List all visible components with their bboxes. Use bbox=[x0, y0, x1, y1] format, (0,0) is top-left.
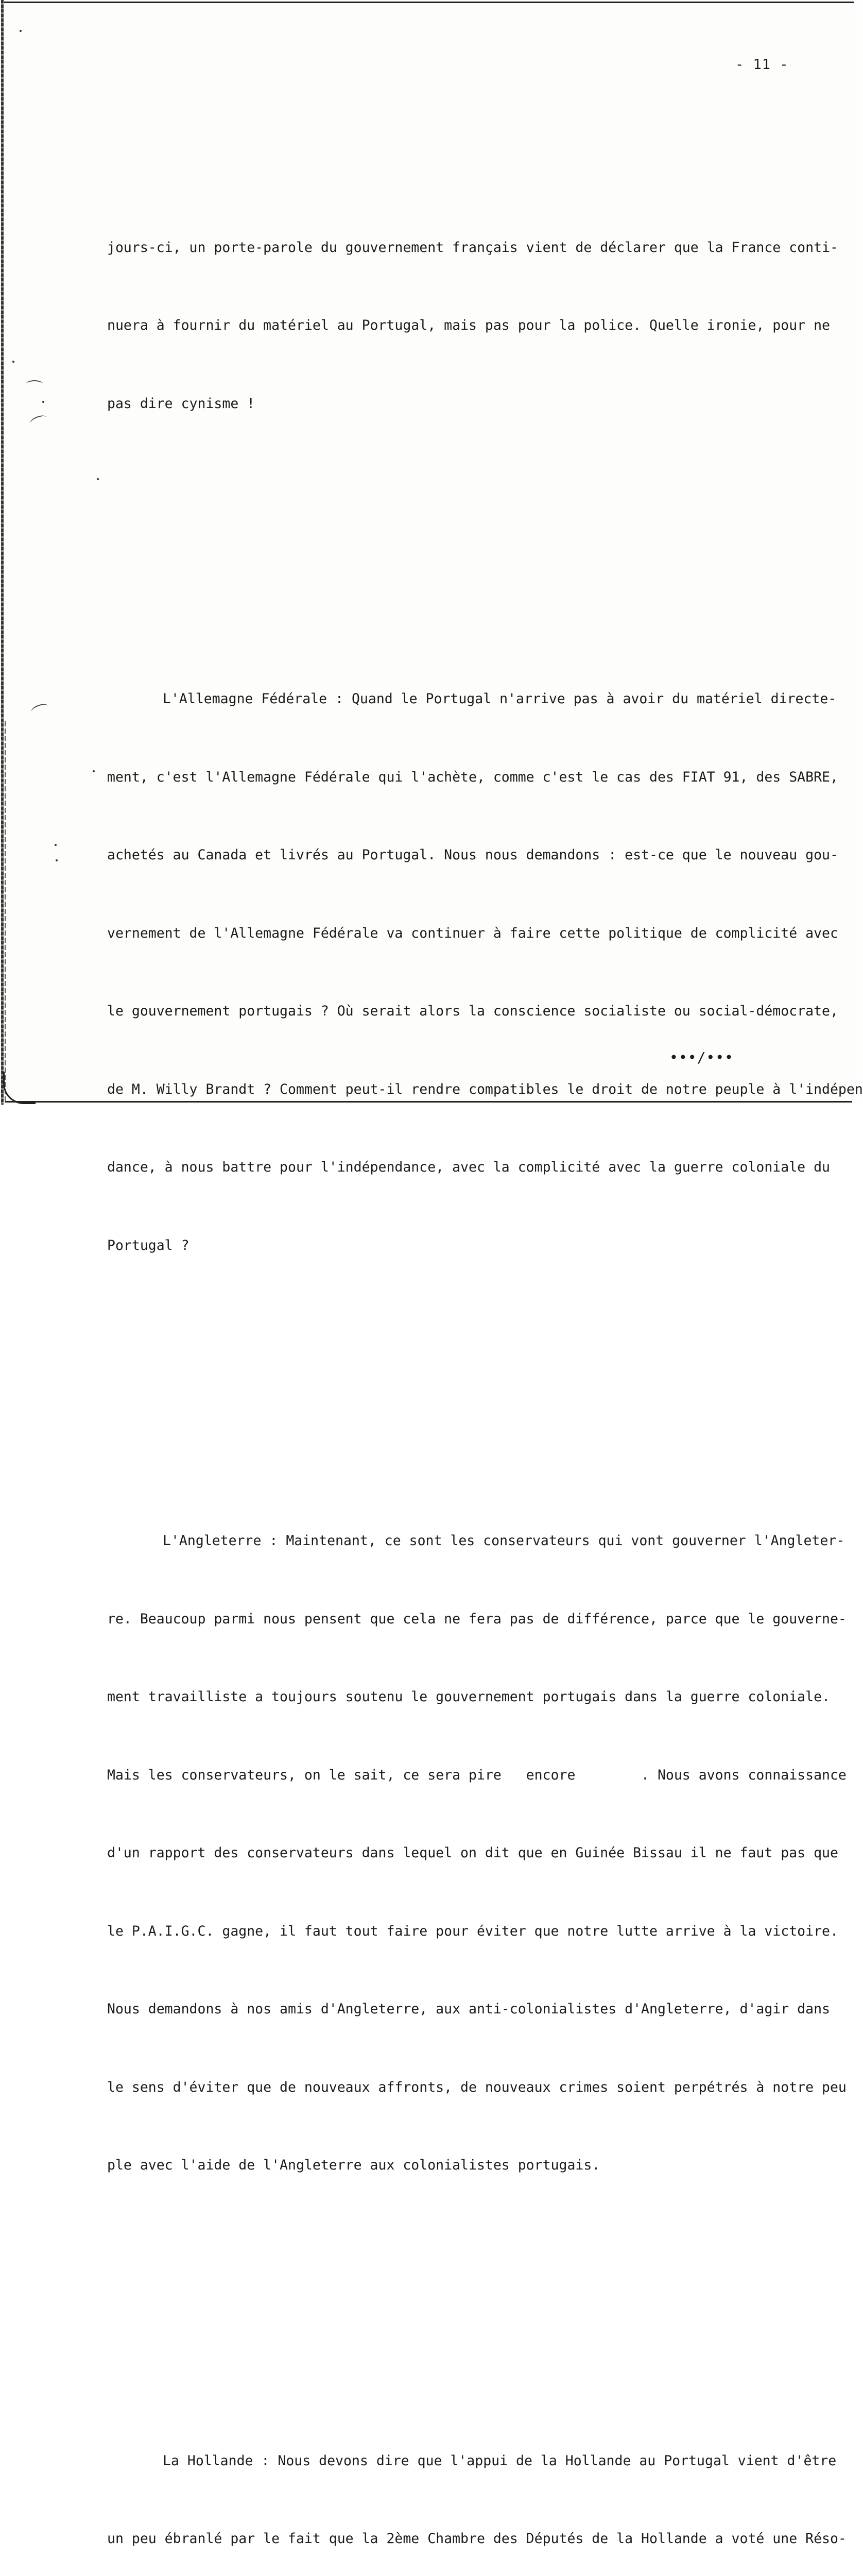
text-line: nuera à fournir du matériel au Portugal, mais pas pour la police. Quelle ironie, pour ne bbox=[107, 313, 843, 339]
text-line: de M. Willy Brandt ? Comment peut-il rendre compatibles le droit de notre peuple à l'indépen bbox=[107, 1077, 843, 1103]
text-line: jours-ci, un porte-parole du gouvernement français vient de déclarer que la France conti- bbox=[107, 235, 843, 261]
paragraph bbox=[107, 1476, 843, 2231]
scan-corner-curve bbox=[3, 1072, 36, 1104]
text-line: dance, à nous battre pour l'indépendance, avec la complicité avec la guerre coloniale du bbox=[107, 1155, 843, 1181]
scan-speck bbox=[20, 30, 22, 32]
continuation-mark: •••/••• bbox=[669, 1049, 734, 1066]
text-line: le sens d'éviter que de nouveaux affronts, de nouveaux crimes soient perpétrés à notre peu bbox=[107, 2075, 843, 2101]
text-line: ment, c'est l'Allemagne Fédérale qui l'achète, comme c'est le cas des FIAT 91, des SABRE, bbox=[107, 765, 843, 791]
scan-speck bbox=[12, 361, 14, 363]
margin-mark bbox=[30, 702, 49, 716]
text-line: Nous demandons à nos amis d'Angleterre, aux anti-colonialistes d'Angleterre, d'agir dans bbox=[107, 1996, 843, 2023]
text-line: le P.A.I.G.C. gagne, il faut tout faire pour éviter que notre lutte arrive à la victoire. bbox=[107, 1919, 843, 1945]
text-line: re. Beaucoup parmi nous pensent que cela ne fera pas de différence, parce que le gouverne- bbox=[107, 1606, 843, 1633]
body-text bbox=[107, 105, 843, 2576]
text-line: ment travailliste a toujours soutenu le gouvernement portugais dans la guerre coloniale. bbox=[107, 1684, 843, 1710]
margin-mark bbox=[29, 414, 48, 428]
scan-speck bbox=[97, 478, 99, 480]
text-line: Mais les conservateurs, on le sait, ce sera pire encore . Nous avons connaissance bbox=[107, 1762, 843, 1789]
scan-speck bbox=[93, 770, 95, 772]
text-line: pas dire cynisme ! bbox=[107, 391, 843, 417]
page-number: - 11 - bbox=[735, 57, 789, 73]
scan-speck bbox=[42, 401, 44, 403]
text-line: un peu ébranlé par le fait que la 2ème Chambre des Députés de la Hollande a voté une Réso- bbox=[107, 2526, 843, 2552]
text-line: vernement de l'Allemagne Fédérale va continuer à faire cette politique de complicité avec bbox=[107, 921, 843, 947]
scan-edge-left-inner bbox=[5, 721, 6, 1103]
paragraph bbox=[107, 634, 843, 1311]
text-line: La Hollande : Nous devons dire que l'appui de la Hollande au Portugal vient d'être bbox=[107, 2448, 843, 2475]
text-line: d'un rapport des conservateurs dans lequel on dit que en Guinée Bissau il ne faut pas que bbox=[107, 1840, 843, 1867]
text-line: ple avec l'aide de l'Angleterre aux colonialistes portugais. bbox=[107, 2153, 843, 2179]
text-line: Portugal ? bbox=[107, 1233, 843, 1259]
document-page bbox=[0, 0, 857, 1105]
paragraph bbox=[107, 183, 843, 469]
text-line: L'Allemagne Fédérale : Quand le Portugal n'arrive pas à avoir du matériel directe- bbox=[107, 686, 843, 713]
scan-speck bbox=[55, 844, 57, 846]
scan-edge-left bbox=[1, 0, 4, 1105]
paragraph bbox=[107, 2396, 843, 2576]
margin-mark bbox=[26, 380, 43, 388]
scan-edge-top bbox=[4, 2, 854, 3]
text-line: achetés au Canada et livrés au Portugal. Nous nous demandons : est-ce que le nouveau gou- bbox=[107, 842, 843, 869]
scan-speck bbox=[56, 859, 58, 861]
text-line: L'Angleterre : Maintenant, ce sont les conservateurs qui vont gouverner l'Angleter- bbox=[107, 1528, 843, 1554]
text-line: le gouvernement portugais ? Où serait alors la conscience socialiste ou social-démocrate, bbox=[107, 998, 843, 1025]
